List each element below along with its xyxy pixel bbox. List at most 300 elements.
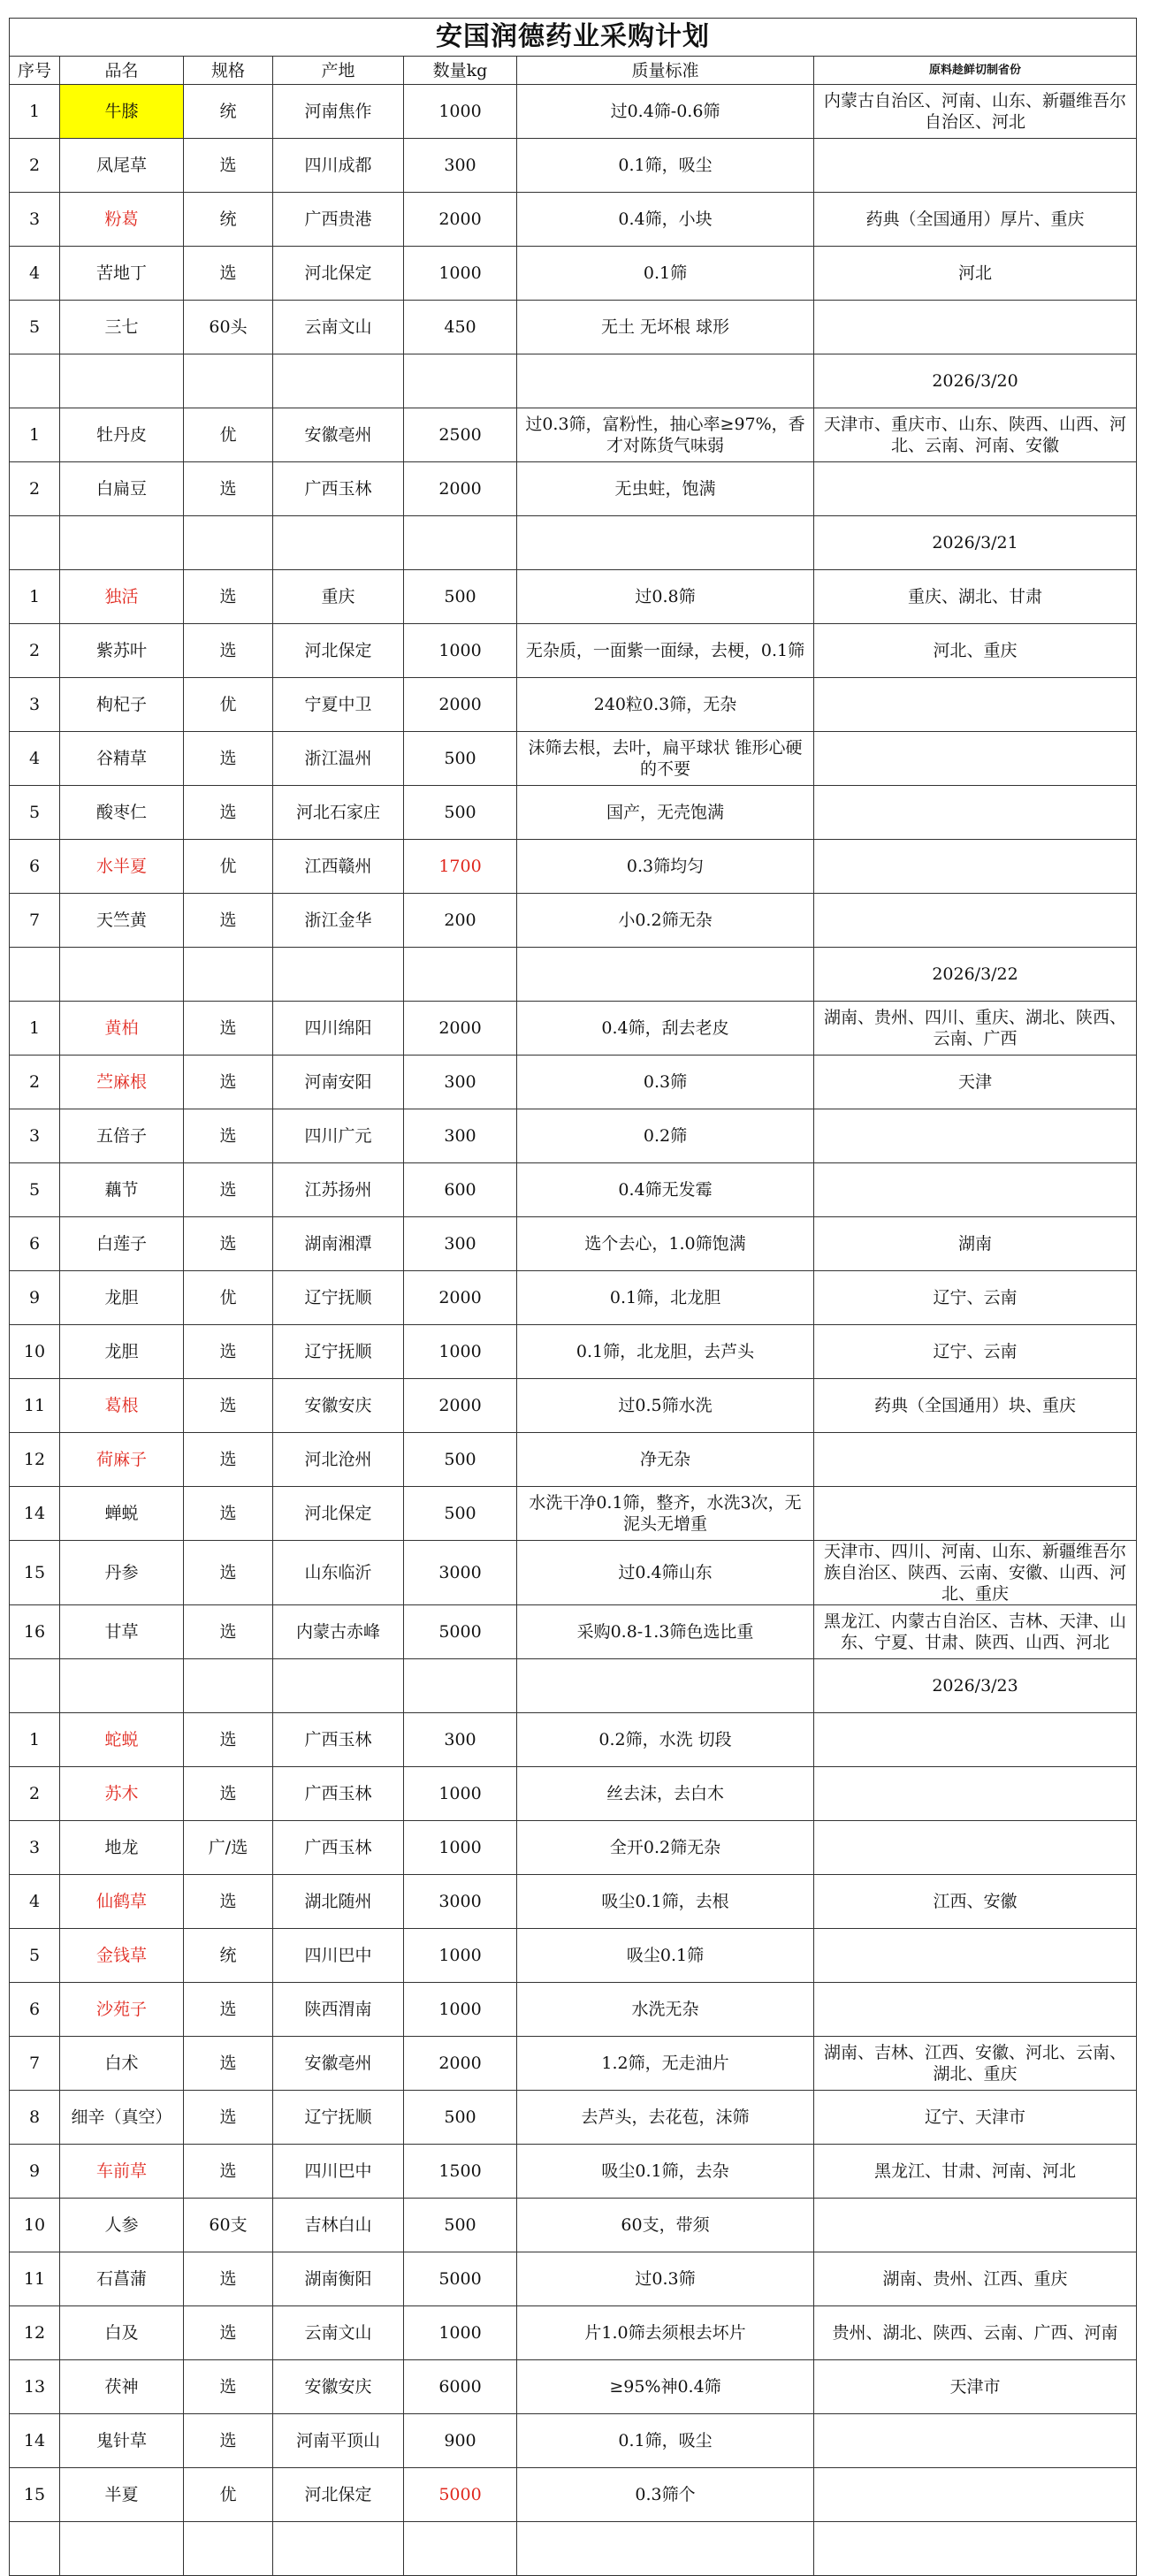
item-spec: 选 xyxy=(184,2306,273,2360)
item-origin: 安徽安庆 xyxy=(273,2360,404,2414)
item-qty: 2000 xyxy=(404,193,517,247)
row-no: 2 xyxy=(10,624,60,678)
table-row xyxy=(10,2360,1137,2414)
item-qty: 300 xyxy=(404,1109,517,1163)
item-provinces: 辽宁、云南 xyxy=(814,1271,1137,1325)
item-qty: 2000 xyxy=(404,462,517,516)
table-row xyxy=(10,1217,1137,1271)
table-row xyxy=(10,1821,1137,1875)
item-standard: 无杂质，一面紫一面绿，去梗，0.1筛 xyxy=(517,624,814,678)
row-no: 3 xyxy=(10,1821,60,1875)
header-row xyxy=(10,57,1137,85)
item-spec: 选 xyxy=(184,1217,273,1271)
item-spec: 优 xyxy=(184,678,273,732)
row-no: 1 xyxy=(10,408,60,462)
item-standard: 去芦头，去花苞，沫筛 xyxy=(517,2091,814,2145)
table-row xyxy=(10,193,1137,247)
empty-cell xyxy=(60,2522,184,2576)
item-name: 水半夏 xyxy=(60,840,184,894)
item-name: 苎麻根 xyxy=(60,1056,184,1109)
item-provinces: 河北、重庆 xyxy=(814,624,1137,678)
table-row xyxy=(10,1605,1137,1659)
item-name: 石菖蒲 xyxy=(60,2252,184,2306)
row-no: 12 xyxy=(10,2306,60,2360)
item-provinces xyxy=(814,1929,1137,1983)
item-spec: 选 xyxy=(184,1767,273,1821)
item-provinces xyxy=(814,678,1137,732)
row-no: 3 xyxy=(10,678,60,732)
table-row xyxy=(10,408,1137,462)
row-no: 1 xyxy=(10,1002,60,1056)
item-qty: 500 xyxy=(404,2199,517,2252)
item-name: 苦地丁 xyxy=(60,247,184,301)
item-origin: 辽宁抚顺 xyxy=(273,2091,404,2145)
table-row xyxy=(10,2037,1137,2091)
row-no: 13 xyxy=(10,2360,60,2414)
item-provinces xyxy=(814,786,1137,840)
item-qty: 500 xyxy=(404,570,517,624)
row-no: 15 xyxy=(10,2468,60,2522)
item-standard: 吸尘0.1筛，去根 xyxy=(517,1875,814,1929)
item-provinces xyxy=(814,1433,1137,1487)
item-spec: 选 xyxy=(184,624,273,678)
item-standard: 过0.4筛山东 xyxy=(517,1541,814,1605)
item-provinces xyxy=(814,1109,1137,1163)
table-row xyxy=(10,1271,1137,1325)
item-spec: 选 xyxy=(184,1541,273,1605)
item-provinces: 贵州、湖北、陕西、云南、广西、河南 xyxy=(814,2306,1137,2360)
item-origin: 江西赣州 xyxy=(273,840,404,894)
item-provinces xyxy=(814,894,1137,948)
blank-row xyxy=(10,2522,1137,2576)
item-name: 枸杞子 xyxy=(60,678,184,732)
empty-cell xyxy=(60,354,184,408)
item-name: 黄柏 xyxy=(60,1002,184,1056)
item-provinces: 天津 xyxy=(814,1056,1137,1109)
row-no: 11 xyxy=(10,2252,60,2306)
item-name: 酸枣仁 xyxy=(60,786,184,840)
header-standard: 质量标准 xyxy=(517,57,814,85)
table-row xyxy=(10,1713,1137,1767)
table-body xyxy=(10,85,1137,2576)
item-origin: 内蒙古赤峰 xyxy=(273,1605,404,1659)
item-standard: 过0.3筛 xyxy=(517,2252,814,2306)
empty-cell xyxy=(404,2522,517,2576)
item-origin: 吉林白山 xyxy=(273,2199,404,2252)
item-origin: 安徽亳州 xyxy=(273,2037,404,2091)
item-origin: 湖南湘潭 xyxy=(273,1217,404,1271)
item-origin: 陕西渭南 xyxy=(273,1983,404,2037)
row-no: 14 xyxy=(10,1487,60,1541)
item-origin: 广西玉林 xyxy=(273,462,404,516)
row-no: 1 xyxy=(10,570,60,624)
row-no: 4 xyxy=(10,247,60,301)
empty-cell xyxy=(273,516,404,570)
item-standard: 0.4筛无发霉 xyxy=(517,1163,814,1217)
empty-cell xyxy=(404,1659,517,1713)
item-spec: 选 xyxy=(184,462,273,516)
empty-cell xyxy=(60,948,184,1002)
item-provinces xyxy=(814,2199,1137,2252)
row-no: 7 xyxy=(10,2037,60,2091)
row-no: 2 xyxy=(10,1767,60,1821)
item-name: 天竺黄 xyxy=(60,894,184,948)
item-standard: 60支，带须 xyxy=(517,2199,814,2252)
item-standard: 吸尘0.1筛，去杂 xyxy=(517,2145,814,2199)
row-no: 4 xyxy=(10,732,60,786)
item-name: 白及 xyxy=(60,2306,184,2360)
item-origin: 河北保定 xyxy=(273,2468,404,2522)
item-qty: 300 xyxy=(404,1056,517,1109)
item-spec: 选 xyxy=(184,2037,273,2091)
item-standard: 0.1筛，北龙胆，去芦头 xyxy=(517,1325,814,1379)
empty-cell xyxy=(517,354,814,408)
item-qty: 900 xyxy=(404,2414,517,2468)
item-name: 紫苏叶 xyxy=(60,624,184,678)
item-qty: 1000 xyxy=(404,1983,517,2037)
item-standard: 1.2筛，无走油片 xyxy=(517,2037,814,2091)
item-name: 半夏 xyxy=(60,2468,184,2522)
empty-cell xyxy=(10,354,60,408)
row-no: 14 xyxy=(10,2414,60,2468)
item-spec: 选 xyxy=(184,786,273,840)
item-standard: 0.1筛，北龙胆 xyxy=(517,1271,814,1325)
item-origin: 广西玉林 xyxy=(273,1767,404,1821)
item-qty: 500 xyxy=(404,786,517,840)
item-origin: 广西玉林 xyxy=(273,1713,404,1767)
item-origin: 辽宁抚顺 xyxy=(273,1325,404,1379)
table-row xyxy=(10,1433,1137,1487)
item-origin: 浙江金华 xyxy=(273,894,404,948)
item-name: 蛇蜕 xyxy=(60,1713,184,1767)
empty-cell xyxy=(184,516,273,570)
item-qty: 1000 xyxy=(404,624,517,678)
item-standard: 0.1筛，吸尘 xyxy=(517,139,814,193)
item-qty: 1000 xyxy=(404,1821,517,1875)
item-qty: 1000 xyxy=(404,1767,517,1821)
table-row xyxy=(10,1875,1137,1929)
item-standard: 沫筛去根，去叶，扁平球状 锥形心硬的不要 xyxy=(517,732,814,786)
item-qty: 300 xyxy=(404,139,517,193)
item-standard: 水洗无杂 xyxy=(517,1983,814,2037)
item-standard: 240粒0.3筛，无杂 xyxy=(517,678,814,732)
item-provinces xyxy=(814,2468,1137,2522)
item-origin: 重庆 xyxy=(273,570,404,624)
item-standard: 0.2筛，水洗 切段 xyxy=(517,1713,814,1767)
item-provinces: 辽宁、天津市 xyxy=(814,2091,1137,2145)
item-provinces: 湖南、贵州、江西、重庆 xyxy=(814,2252,1137,2306)
date-cell: 2026/3/20 xyxy=(814,354,1137,408)
table-row xyxy=(10,1325,1137,1379)
item-provinces xyxy=(814,139,1137,193)
table-row xyxy=(10,1541,1137,1605)
item-standard: 0.4筛，小块 xyxy=(517,193,814,247)
row-no: 2 xyxy=(10,1056,60,1109)
item-qty: 5000 xyxy=(404,2468,517,2522)
item-standard: 无土 无坏根 球形 xyxy=(517,301,814,354)
empty-cell xyxy=(184,948,273,1002)
item-name: 蝉蜕 xyxy=(60,1487,184,1541)
item-origin: 广西贵港 xyxy=(273,193,404,247)
sheet-title: 安国润德药业采购计划 xyxy=(10,19,1137,57)
empty-cell xyxy=(517,516,814,570)
empty-cell xyxy=(517,2522,814,2576)
empty-cell xyxy=(273,354,404,408)
item-qty: 300 xyxy=(404,1713,517,1767)
item-name: 三七 xyxy=(60,301,184,354)
table-row xyxy=(10,2091,1137,2145)
item-qty: 5000 xyxy=(404,2252,517,2306)
item-spec: 选 xyxy=(184,1605,273,1659)
item-provinces xyxy=(814,1713,1137,1767)
item-origin: 安徽安庆 xyxy=(273,1379,404,1433)
item-name: 龙胆 xyxy=(60,1271,184,1325)
item-standard: 0.3筛均匀 xyxy=(517,840,814,894)
item-name: 人参 xyxy=(60,2199,184,2252)
table-row xyxy=(10,894,1137,948)
item-qty: 500 xyxy=(404,1487,517,1541)
table-row xyxy=(10,1767,1137,1821)
item-spec: 统 xyxy=(184,85,273,139)
item-provinces xyxy=(814,1487,1137,1541)
item-name: 苏木 xyxy=(60,1767,184,1821)
item-provinces xyxy=(814,2414,1137,2468)
date-cell: 2026/3/23 xyxy=(814,1659,1137,1713)
empty-cell xyxy=(273,948,404,1002)
item-name: 茯神 xyxy=(60,2360,184,2414)
item-standard: 过0.3筛，富粉性，抽心率≥97%，香才对陈货气味弱 xyxy=(517,408,814,462)
item-qty: 1000 xyxy=(404,1325,517,1379)
item-standard: 净无杂 xyxy=(517,1433,814,1487)
table-row xyxy=(10,139,1137,193)
item-standard: 片1.0筛去须根去坏片 xyxy=(517,2306,814,2360)
item-provinces xyxy=(814,1163,1137,1217)
item-standard: 0.4筛，刮去老皮 xyxy=(517,1002,814,1056)
item-qty: 5000 xyxy=(404,1605,517,1659)
item-name: 五倍子 xyxy=(60,1109,184,1163)
row-no: 5 xyxy=(10,1929,60,1983)
item-spec: 选 xyxy=(184,2414,273,2468)
item-provinces xyxy=(814,840,1137,894)
empty-cell xyxy=(184,354,273,408)
empty-cell xyxy=(10,1659,60,1713)
item-spec: 选 xyxy=(184,1875,273,1929)
item-standard: 0.3筛 xyxy=(517,1056,814,1109)
item-origin: 河北保定 xyxy=(273,1487,404,1541)
item-spec: 广/选 xyxy=(184,1821,273,1875)
header-no: 序号 xyxy=(10,57,60,85)
row-no: 12 xyxy=(10,1433,60,1487)
row-no: 15 xyxy=(10,1541,60,1605)
table-row xyxy=(10,2306,1137,2360)
item-standard: 选个去心，1.0筛饱满 xyxy=(517,1217,814,1271)
item-provinces xyxy=(814,301,1137,354)
empty-cell xyxy=(60,1659,184,1713)
item-origin: 湖南衡阳 xyxy=(273,2252,404,2306)
item-origin: 四川巴中 xyxy=(273,2145,404,2199)
row-no: 10 xyxy=(10,2199,60,2252)
item-provinces: 湖南、吉林、江西、安徽、河北、云南、湖北、重庆 xyxy=(814,2037,1137,2091)
item-standard: 0.1筛，吸尘 xyxy=(517,2414,814,2468)
item-name: 车前草 xyxy=(60,2145,184,2199)
item-spec: 选 xyxy=(184,894,273,948)
item-spec: 60头 xyxy=(184,301,273,354)
item-standard: 丝去沫，去白木 xyxy=(517,1767,814,1821)
item-spec: 选 xyxy=(184,1002,273,1056)
item-provinces xyxy=(814,462,1137,516)
item-qty: 2500 xyxy=(404,408,517,462)
item-provinces: 药典（全国通用）厚片、重庆 xyxy=(814,193,1137,247)
item-spec: 选 xyxy=(184,1379,273,1433)
item-provinces: 内蒙古自治区、河南、山东、新疆维吾尔自治区、河北 xyxy=(814,85,1137,139)
item-name: 金钱草 xyxy=(60,1929,184,1983)
item-name: 牛膝 xyxy=(60,85,184,139)
item-qty: 1000 xyxy=(404,85,517,139)
item-standard: 过0.4筛-0.6筛 xyxy=(517,85,814,139)
date-cell: 2026/3/21 xyxy=(814,516,1137,570)
item-name: 甘草 xyxy=(60,1605,184,1659)
item-standard: 国产，无壳饱满 xyxy=(517,786,814,840)
empty-cell xyxy=(404,354,517,408)
item-standard: ≥95%神0.4筛 xyxy=(517,2360,814,2414)
item-qty: 1000 xyxy=(404,247,517,301)
item-origin: 江苏扬州 xyxy=(273,1163,404,1217)
item-standard: 吸尘0.1筛 xyxy=(517,1929,814,1983)
item-name: 粉葛 xyxy=(60,193,184,247)
item-qty: 3000 xyxy=(404,1541,517,1605)
item-name: 细辛（真空） xyxy=(60,2091,184,2145)
empty-cell xyxy=(814,2522,1137,2576)
item-name: 龙胆 xyxy=(60,1325,184,1379)
item-qty: 3000 xyxy=(404,1875,517,1929)
row-no: 2 xyxy=(10,462,60,516)
header-name: 品名 xyxy=(60,57,184,85)
item-origin: 宁夏中卫 xyxy=(273,678,404,732)
item-spec: 优 xyxy=(184,840,273,894)
item-spec: 选 xyxy=(184,2252,273,2306)
item-qty: 300 xyxy=(404,1217,517,1271)
item-spec: 优 xyxy=(184,2468,273,2522)
table-row xyxy=(10,1929,1137,1983)
row-no: 1 xyxy=(10,1713,60,1767)
table-row xyxy=(10,678,1137,732)
table-row xyxy=(10,85,1137,139)
empty-cell xyxy=(517,1659,814,1713)
table-row xyxy=(10,1163,1137,1217)
item-name: 独活 xyxy=(60,570,184,624)
item-origin: 河北沧州 xyxy=(273,1433,404,1487)
empty-cell xyxy=(10,516,60,570)
empty-cell xyxy=(184,2522,273,2576)
row-no: 8 xyxy=(10,2091,60,2145)
item-name: 牡丹皮 xyxy=(60,408,184,462)
date-cell: 2026/3/22 xyxy=(814,948,1137,1002)
empty-cell xyxy=(10,2522,60,2576)
row-no: 5 xyxy=(10,786,60,840)
item-standard: 全开0.2筛无杂 xyxy=(517,1821,814,1875)
item-standard: 过0.5筛水洗 xyxy=(517,1379,814,1433)
item-qty: 500 xyxy=(404,2091,517,2145)
item-provinces: 黑龙江、甘肃、河南、河北 xyxy=(814,2145,1137,2199)
item-spec: 选 xyxy=(184,247,273,301)
row-no: 6 xyxy=(10,840,60,894)
item-origin: 四川绵阳 xyxy=(273,1002,404,1056)
table-row xyxy=(10,247,1137,301)
item-provinces: 黑龙江、内蒙古自治区、吉林、天津、山东、宁夏、甘肃、陕西、山西、河北 xyxy=(814,1605,1137,1659)
table-row xyxy=(10,2468,1137,2522)
item-origin: 云南文山 xyxy=(273,2306,404,2360)
item-provinces xyxy=(814,1983,1137,2037)
row-no: 5 xyxy=(10,1163,60,1217)
item-spec: 选 xyxy=(184,570,273,624)
item-provinces: 天津市、重庆市、山东、陕西、山西、河北、云南、河南、安徽 xyxy=(814,408,1137,462)
table-row xyxy=(10,840,1137,894)
item-standard: 采购0.8-1.3筛色选比重 xyxy=(517,1605,814,1659)
item-spec: 选 xyxy=(184,2145,273,2199)
item-standard: 0.1筛 xyxy=(517,247,814,301)
item-qty: 450 xyxy=(404,301,517,354)
procurement-sheet xyxy=(9,18,1136,2576)
item-origin: 湖北随州 xyxy=(273,1875,404,1929)
item-spec: 选 xyxy=(184,732,273,786)
item-name: 鬼针草 xyxy=(60,2414,184,2468)
item-spec: 统 xyxy=(184,1929,273,1983)
row-no: 9 xyxy=(10,1271,60,1325)
row-no: 7 xyxy=(10,894,60,948)
table-row xyxy=(10,570,1137,624)
table-row xyxy=(10,2252,1137,2306)
header-qty: 数量kg xyxy=(404,57,517,85)
item-origin: 河南安阳 xyxy=(273,1056,404,1109)
item-origin: 河南焦作 xyxy=(273,85,404,139)
date-row xyxy=(10,1659,1137,1713)
item-spec: 60支 xyxy=(184,2199,273,2252)
row-no: 11 xyxy=(10,1379,60,1433)
row-no: 5 xyxy=(10,301,60,354)
table-row xyxy=(10,301,1137,354)
procurement-table xyxy=(9,18,1137,2576)
item-provinces: 天津市 xyxy=(814,2360,1137,2414)
item-spec: 统 xyxy=(184,193,273,247)
table-row xyxy=(10,1002,1137,1056)
item-origin: 河北保定 xyxy=(273,624,404,678)
row-no: 6 xyxy=(10,1217,60,1271)
item-provinces: 江西、安徽 xyxy=(814,1875,1137,1929)
item-qty: 1500 xyxy=(404,2145,517,2199)
item-provinces: 药典（全国通用）块、重庆 xyxy=(814,1379,1137,1433)
table-row xyxy=(10,462,1137,516)
item-spec: 选 xyxy=(184,1325,273,1379)
item-qty: 2000 xyxy=(404,678,517,732)
item-name: 沙苑子 xyxy=(60,1983,184,2037)
table-row xyxy=(10,2145,1137,2199)
item-name: 白术 xyxy=(60,2037,184,2091)
empty-cell xyxy=(60,516,184,570)
item-qty: 600 xyxy=(404,1163,517,1217)
item-standard: 小0.2筛无杂 xyxy=(517,894,814,948)
table-row xyxy=(10,786,1137,840)
item-spec: 选 xyxy=(184,1713,273,1767)
item-spec: 选 xyxy=(184,2091,273,2145)
table-row xyxy=(10,1487,1137,1541)
item-name: 白扁豆 xyxy=(60,462,184,516)
row-no: 4 xyxy=(10,1875,60,1929)
date-row xyxy=(10,354,1137,408)
empty-cell xyxy=(404,948,517,1002)
item-qty: 2000 xyxy=(404,1002,517,1056)
item-provinces xyxy=(814,1767,1137,1821)
item-name: 谷精草 xyxy=(60,732,184,786)
